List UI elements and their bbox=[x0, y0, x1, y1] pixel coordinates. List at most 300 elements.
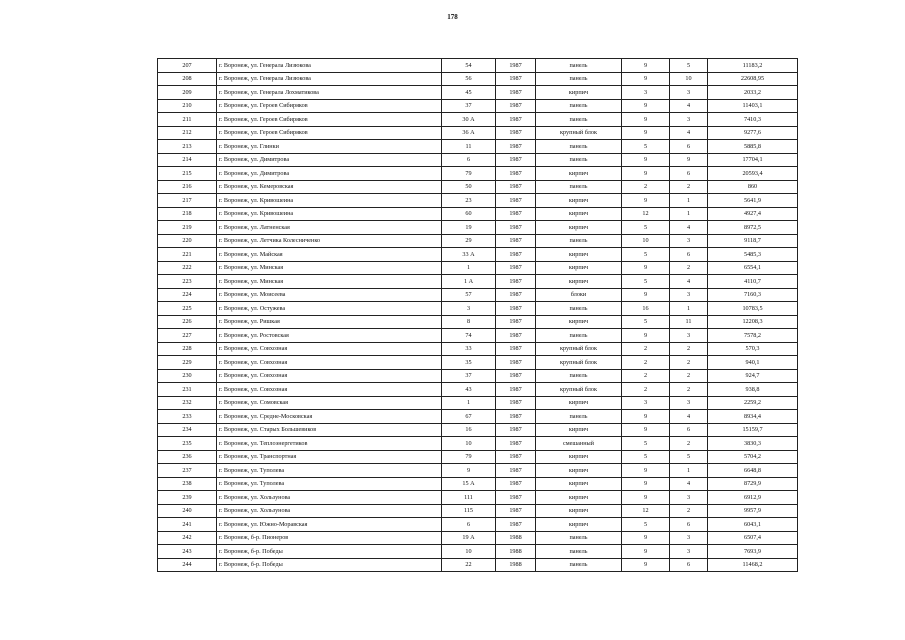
table-row bbox=[158, 315, 798, 329]
address-cell: г. Воронеж, ул. Совхозная bbox=[217, 383, 442, 397]
row-number-cell: 216 bbox=[158, 180, 217, 194]
address-cell: г. Воронеж, ул. Героев Сибиряков bbox=[217, 113, 442, 127]
house-number-cell: 45 bbox=[442, 86, 496, 100]
floors-cell: 5 bbox=[622, 275, 670, 289]
table-row bbox=[158, 167, 798, 181]
house-number-cell: 54 bbox=[442, 59, 496, 73]
floors-cell: 5 bbox=[622, 315, 670, 329]
area-cell: 4927,4 bbox=[708, 207, 798, 221]
area-cell: 940,1 bbox=[708, 356, 798, 370]
address-cell: г. Воронеж, ул. Хользунова bbox=[217, 491, 442, 505]
year-built-cell: 1987 bbox=[496, 194, 536, 208]
address-cell: г. Воронеж, ул. Кемеровская bbox=[217, 180, 442, 194]
year-built-cell: 1987 bbox=[496, 86, 536, 100]
row-number-cell: 213 bbox=[158, 140, 217, 154]
wall-material-cell: блоки bbox=[536, 288, 622, 302]
year-built-cell: 1987 bbox=[496, 369, 536, 383]
table-row bbox=[158, 545, 798, 559]
floors-cell: 9 bbox=[622, 423, 670, 437]
wall-material-cell: крупный блок bbox=[536, 383, 622, 397]
floors-cell: 9 bbox=[622, 329, 670, 343]
row-number-cell: 241 bbox=[158, 518, 217, 532]
year-built-cell: 1987 bbox=[496, 288, 536, 302]
house-number-cell: 6 bbox=[442, 153, 496, 167]
wall-material-cell: панель bbox=[536, 59, 622, 73]
table-row bbox=[158, 410, 798, 424]
house-number-cell: 3 bbox=[442, 302, 496, 316]
table-row bbox=[158, 113, 798, 127]
floors-cell: 2 bbox=[622, 180, 670, 194]
table-row bbox=[158, 153, 798, 167]
table-row bbox=[158, 180, 798, 194]
row-number-cell: 236 bbox=[158, 450, 217, 464]
year-built-cell: 1987 bbox=[496, 261, 536, 275]
year-built-cell: 1987 bbox=[496, 410, 536, 424]
year-built-cell: 1987 bbox=[496, 504, 536, 518]
entrances-cell: 2 bbox=[670, 504, 708, 518]
floors-cell: 3 bbox=[622, 86, 670, 100]
floors-cell: 12 bbox=[622, 207, 670, 221]
wall-material-cell: кирпич bbox=[536, 315, 622, 329]
year-built-cell: 1987 bbox=[496, 329, 536, 343]
area-cell: 11403,1 bbox=[708, 99, 798, 113]
house-number-cell: 19 bbox=[442, 221, 496, 235]
wall-material-cell: панель bbox=[536, 234, 622, 248]
address-cell: г. Воронеж, ул. Кривошеина bbox=[217, 207, 442, 221]
house-number-cell: 79 bbox=[442, 450, 496, 464]
floors-cell: 9 bbox=[622, 531, 670, 545]
row-number-cell: 217 bbox=[158, 194, 217, 208]
house-number-cell: 57 bbox=[442, 288, 496, 302]
house-number-cell: 37 bbox=[442, 369, 496, 383]
floors-cell: 9 bbox=[622, 126, 670, 140]
floors-cell: 5 bbox=[622, 140, 670, 154]
year-built-cell: 1987 bbox=[496, 248, 536, 262]
floors-cell: 12 bbox=[622, 504, 670, 518]
wall-material-cell: панель bbox=[536, 153, 622, 167]
year-built-cell: 1987 bbox=[496, 396, 536, 410]
table-row bbox=[158, 558, 798, 572]
house-number-cell: 23 bbox=[442, 194, 496, 208]
table-row bbox=[158, 504, 798, 518]
row-number-cell: 210 bbox=[158, 99, 217, 113]
area-cell: 20593,4 bbox=[708, 167, 798, 181]
table-row bbox=[158, 437, 798, 451]
floors-cell: 9 bbox=[622, 464, 670, 478]
house-number-cell: 36 А bbox=[442, 126, 496, 140]
entrances-cell: 4 bbox=[670, 221, 708, 235]
entrances-cell: 2 bbox=[670, 437, 708, 451]
table-row bbox=[158, 342, 798, 356]
area-cell: 9957,9 bbox=[708, 504, 798, 518]
table-row bbox=[158, 302, 798, 316]
table-row bbox=[158, 261, 798, 275]
year-built-cell: 1987 bbox=[496, 234, 536, 248]
address-cell: г. Воронеж, ул. Туполева bbox=[217, 464, 442, 478]
entrances-cell: 1 bbox=[670, 207, 708, 221]
house-number-cell: 33 bbox=[442, 342, 496, 356]
year-built-cell: 1987 bbox=[496, 275, 536, 289]
address-cell: г. Воронеж, ул. Глинки bbox=[217, 140, 442, 154]
year-built-cell: 1988 bbox=[496, 545, 536, 559]
address-cell: г. Воронеж, ул. Димитрова bbox=[217, 167, 442, 181]
wall-material-cell: панель bbox=[536, 410, 622, 424]
table-row bbox=[158, 194, 798, 208]
floors-cell: 9 bbox=[622, 194, 670, 208]
row-number-cell: 239 bbox=[158, 491, 217, 505]
wall-material-cell: кирпич bbox=[536, 396, 622, 410]
year-built-cell: 1987 bbox=[496, 423, 536, 437]
address-cell: г. Воронеж, б-р. Пионеров bbox=[217, 531, 442, 545]
wall-material-cell: кирпич bbox=[536, 518, 622, 532]
floors-cell: 2 bbox=[622, 356, 670, 370]
wall-material-cell: панель bbox=[536, 329, 622, 343]
floors-cell: 5 bbox=[622, 450, 670, 464]
year-built-cell: 1987 bbox=[496, 140, 536, 154]
wall-material-cell: кирпич bbox=[536, 275, 622, 289]
row-number-cell: 233 bbox=[158, 410, 217, 424]
address-cell: г. Воронеж, ул. Минская bbox=[217, 275, 442, 289]
wall-material-cell: панель bbox=[536, 302, 622, 316]
row-number-cell: 224 bbox=[158, 288, 217, 302]
row-number-cell: 234 bbox=[158, 423, 217, 437]
area-cell: 2259,2 bbox=[708, 396, 798, 410]
row-number-cell: 223 bbox=[158, 275, 217, 289]
wall-material-cell: панель bbox=[536, 369, 622, 383]
area-cell: 7693,9 bbox=[708, 545, 798, 559]
entrances-cell: 1 bbox=[670, 464, 708, 478]
address-cell: г. Воронеж, ул. Старых Большевиков bbox=[217, 423, 442, 437]
table-row bbox=[158, 369, 798, 383]
area-cell: 570,3 bbox=[708, 342, 798, 356]
wall-material-cell: кирпич bbox=[536, 491, 622, 505]
year-built-cell: 1987 bbox=[496, 342, 536, 356]
floors-cell: 5 bbox=[622, 221, 670, 235]
table-row bbox=[158, 126, 798, 140]
entrances-cell: 2 bbox=[670, 369, 708, 383]
address-cell: г. Воронеж, ул. Генерала Лизюкова bbox=[217, 72, 442, 86]
wall-material-cell: кирпич bbox=[536, 450, 622, 464]
table-row bbox=[158, 477, 798, 491]
address-cell: г. Воронеж, ул. Генерала Лохматикова bbox=[217, 86, 442, 100]
wall-material-cell: панель bbox=[536, 99, 622, 113]
table-row bbox=[158, 396, 798, 410]
year-built-cell: 1987 bbox=[496, 153, 536, 167]
wall-material-cell: кирпич bbox=[536, 261, 622, 275]
house-number-cell: 30 А bbox=[442, 113, 496, 127]
floors-cell: 2 bbox=[622, 342, 670, 356]
house-number-cell: 56 bbox=[442, 72, 496, 86]
entrances-cell: 3 bbox=[670, 86, 708, 100]
wall-material-cell: кирпич bbox=[536, 504, 622, 518]
row-number-cell: 235 bbox=[158, 437, 217, 451]
house-number-cell: 50 bbox=[442, 180, 496, 194]
floors-cell: 9 bbox=[622, 545, 670, 559]
wall-material-cell: панель bbox=[536, 140, 622, 154]
address-cell: г. Воронеж, ул. Совхозная bbox=[217, 356, 442, 370]
table-row bbox=[158, 531, 798, 545]
area-cell: 17704,1 bbox=[708, 153, 798, 167]
entrances-cell: 2 bbox=[670, 383, 708, 397]
address-cell: г. Воронеж, ул. Средне-Московская bbox=[217, 410, 442, 424]
floors-cell: 2 bbox=[622, 369, 670, 383]
wall-material-cell: крупный блок bbox=[536, 342, 622, 356]
year-built-cell: 1987 bbox=[496, 207, 536, 221]
entrances-cell: 9 bbox=[670, 153, 708, 167]
address-cell: г. Воронеж, ул. Латненская bbox=[217, 221, 442, 235]
entrances-cell: 6 bbox=[670, 140, 708, 154]
entrances-cell: 2 bbox=[670, 356, 708, 370]
entrances-cell: 6 bbox=[670, 248, 708, 262]
floors-cell: 9 bbox=[622, 410, 670, 424]
row-number-cell: 222 bbox=[158, 261, 217, 275]
house-number-cell: 111 bbox=[442, 491, 496, 505]
house-number-cell: 43 bbox=[442, 383, 496, 397]
year-built-cell: 1987 bbox=[496, 72, 536, 86]
table-row bbox=[158, 383, 798, 397]
entrances-cell: 1 bbox=[670, 302, 708, 316]
area-cell: 6043,1 bbox=[708, 518, 798, 532]
row-number-cell: 225 bbox=[158, 302, 217, 316]
entrances-cell: 3 bbox=[670, 545, 708, 559]
row-number-cell: 230 bbox=[158, 369, 217, 383]
table-row bbox=[158, 275, 798, 289]
entrances-cell: 3 bbox=[670, 531, 708, 545]
wall-material-cell: панель bbox=[536, 72, 622, 86]
row-number-cell: 226 bbox=[158, 315, 217, 329]
entrances-cell: 2 bbox=[670, 261, 708, 275]
floors-cell: 9 bbox=[622, 99, 670, 113]
row-number-cell: 229 bbox=[158, 356, 217, 370]
house-number-cell: 10 bbox=[442, 545, 496, 559]
year-built-cell: 1987 bbox=[496, 221, 536, 235]
area-cell: 6554,1 bbox=[708, 261, 798, 275]
wall-material-cell: кирпич bbox=[536, 207, 622, 221]
row-number-cell: 209 bbox=[158, 86, 217, 100]
year-built-cell: 1987 bbox=[496, 167, 536, 181]
floors-cell: 10 bbox=[622, 234, 670, 248]
area-cell: 9277,6 bbox=[708, 126, 798, 140]
floors-cell: 9 bbox=[622, 288, 670, 302]
row-number-cell: 242 bbox=[158, 531, 217, 545]
address-cell: г. Воронеж, ул. Димитрова bbox=[217, 153, 442, 167]
address-cell: г. Воронеж, ул. Летчика Колесниченко bbox=[217, 234, 442, 248]
row-number-cell: 220 bbox=[158, 234, 217, 248]
year-built-cell: 1987 bbox=[496, 302, 536, 316]
year-built-cell: 1987 bbox=[496, 437, 536, 451]
entrances-cell: 3 bbox=[670, 329, 708, 343]
address-cell: г. Воронеж, ул. Майская bbox=[217, 248, 442, 262]
area-cell: 938,8 bbox=[708, 383, 798, 397]
area-cell: 7578,2 bbox=[708, 329, 798, 343]
floors-cell: 3 bbox=[622, 396, 670, 410]
entrances-cell: 5 bbox=[670, 59, 708, 73]
floors-cell: 9 bbox=[622, 558, 670, 572]
row-number-cell: 244 bbox=[158, 558, 217, 572]
row-number-cell: 218 bbox=[158, 207, 217, 221]
wall-material-cell: кирпич bbox=[536, 464, 622, 478]
area-cell: 2033,2 bbox=[708, 86, 798, 100]
address-cell: г. Воронеж, ул. Остужева bbox=[217, 302, 442, 316]
entrances-cell: 6 bbox=[670, 167, 708, 181]
area-cell: 5704,2 bbox=[708, 450, 798, 464]
area-cell: 8729,9 bbox=[708, 477, 798, 491]
floors-cell: 9 bbox=[622, 261, 670, 275]
row-number-cell: 214 bbox=[158, 153, 217, 167]
house-number-cell: 67 bbox=[442, 410, 496, 424]
row-number-cell: 227 bbox=[158, 329, 217, 343]
entrances-cell: 3 bbox=[670, 113, 708, 127]
floors-cell: 9 bbox=[622, 477, 670, 491]
floors-cell: 9 bbox=[622, 113, 670, 127]
address-cell: г. Воронеж, ул. Южно-Моравская bbox=[217, 518, 442, 532]
address-cell: г. Воронеж, б-р. Победы bbox=[217, 545, 442, 559]
address-cell: г. Воронеж, ул. Героев Сибиряков bbox=[217, 126, 442, 140]
area-cell: 6912,9 bbox=[708, 491, 798, 505]
wall-material-cell: кирпич bbox=[536, 86, 622, 100]
area-cell: 15159,7 bbox=[708, 423, 798, 437]
row-number-cell: 207 bbox=[158, 59, 217, 73]
wall-material-cell: крупный блок bbox=[536, 126, 622, 140]
table-row bbox=[158, 221, 798, 235]
floors-cell: 5 bbox=[622, 437, 670, 451]
wall-material-cell: панель bbox=[536, 531, 622, 545]
table-row bbox=[158, 491, 798, 505]
table-row bbox=[158, 329, 798, 343]
year-built-cell: 1987 bbox=[496, 180, 536, 194]
house-number-cell: 1 bbox=[442, 396, 496, 410]
entrances-cell: 4 bbox=[670, 275, 708, 289]
wall-material-cell: кирпич bbox=[536, 423, 622, 437]
house-number-cell: 33 А bbox=[442, 248, 496, 262]
year-built-cell: 1987 bbox=[496, 383, 536, 397]
wall-material-cell: крупный блок bbox=[536, 356, 622, 370]
area-cell: 5885,8 bbox=[708, 140, 798, 154]
table-row bbox=[158, 59, 798, 73]
year-built-cell: 1988 bbox=[496, 558, 536, 572]
house-number-cell: 74 bbox=[442, 329, 496, 343]
address-cell: г. Воронеж, ул. Совхозная bbox=[217, 342, 442, 356]
entrances-cell: 1 bbox=[670, 194, 708, 208]
year-built-cell: 1987 bbox=[496, 477, 536, 491]
entrances-cell: 3 bbox=[670, 491, 708, 505]
floors-cell: 16 bbox=[622, 302, 670, 316]
entrances-cell: 4 bbox=[670, 410, 708, 424]
area-cell: 5641,9 bbox=[708, 194, 798, 208]
house-number-cell: 19 А bbox=[442, 531, 496, 545]
table-row bbox=[158, 450, 798, 464]
year-built-cell: 1987 bbox=[496, 450, 536, 464]
table-row bbox=[158, 288, 798, 302]
floors-cell: 9 bbox=[622, 167, 670, 181]
area-cell: 7160,3 bbox=[708, 288, 798, 302]
area-cell: 3830,3 bbox=[708, 437, 798, 451]
address-cell: г. Воронеж, б-р. Победы bbox=[217, 558, 442, 572]
address-cell: г. Воронеж, ул. Транспортная bbox=[217, 450, 442, 464]
row-number-cell: 237 bbox=[158, 464, 217, 478]
house-number-cell: 6 bbox=[442, 518, 496, 532]
address-cell: г. Воронеж, ул. Героев Сибиряков bbox=[217, 99, 442, 113]
row-number-cell: 243 bbox=[158, 545, 217, 559]
address-cell: г. Воронеж, ул. Совхозная bbox=[217, 369, 442, 383]
area-cell: 9118,7 bbox=[708, 234, 798, 248]
year-built-cell: 1988 bbox=[496, 531, 536, 545]
row-number-cell: 211 bbox=[158, 113, 217, 127]
row-number-cell: 215 bbox=[158, 167, 217, 181]
area-cell: 860 bbox=[708, 180, 798, 194]
address-cell: г. Воронеж, ул. Туполева bbox=[217, 477, 442, 491]
year-built-cell: 1987 bbox=[496, 356, 536, 370]
wall-material-cell: кирпич bbox=[536, 221, 622, 235]
year-built-cell: 1987 bbox=[496, 464, 536, 478]
year-built-cell: 1987 bbox=[496, 491, 536, 505]
area-cell: 12208,3 bbox=[708, 315, 798, 329]
table-row bbox=[158, 423, 798, 437]
entrances-cell: 3 bbox=[670, 288, 708, 302]
year-built-cell: 1987 bbox=[496, 518, 536, 532]
entrances-cell: 6 bbox=[670, 518, 708, 532]
entrances-cell: 4 bbox=[670, 126, 708, 140]
wall-material-cell: кирпич bbox=[536, 477, 622, 491]
entrances-cell: 10 bbox=[670, 72, 708, 86]
entrances-cell: 2 bbox=[670, 180, 708, 194]
house-number-cell: 16 bbox=[442, 423, 496, 437]
entrances-cell: 5 bbox=[670, 450, 708, 464]
address-cell: г. Воронеж, ул. Ришкая bbox=[217, 315, 442, 329]
area-cell: 22608,95 bbox=[708, 72, 798, 86]
area-cell: 7410,3 bbox=[708, 113, 798, 127]
address-cell: г. Воронеж, ул. Теплоэнергетиков bbox=[217, 437, 442, 451]
house-number-cell: 115 bbox=[442, 504, 496, 518]
row-number-cell: 219 bbox=[158, 221, 217, 235]
floors-cell: 9 bbox=[622, 59, 670, 73]
wall-material-cell: панель bbox=[536, 113, 622, 127]
row-number-cell: 208 bbox=[158, 72, 217, 86]
area-cell: 10783,5 bbox=[708, 302, 798, 316]
housing-registry-table bbox=[157, 58, 798, 572]
entrances-cell: 11 bbox=[670, 315, 708, 329]
table-row bbox=[158, 86, 798, 100]
house-number-cell: 1 bbox=[442, 261, 496, 275]
floors-cell: 2 bbox=[622, 383, 670, 397]
year-built-cell: 1987 bbox=[496, 59, 536, 73]
area-cell: 4110,7 bbox=[708, 275, 798, 289]
table-row bbox=[158, 248, 798, 262]
area-cell: 924,7 bbox=[708, 369, 798, 383]
table-row bbox=[158, 99, 798, 113]
row-number-cell: 221 bbox=[158, 248, 217, 262]
house-number-cell: 10 bbox=[442, 437, 496, 451]
house-number-cell: 15 А bbox=[442, 477, 496, 491]
wall-material-cell: панель bbox=[536, 545, 622, 559]
table-row bbox=[158, 72, 798, 86]
address-cell: г. Воронеж, ул. Сомовская bbox=[217, 396, 442, 410]
entrances-cell: 4 bbox=[670, 99, 708, 113]
area-cell: 6507,4 bbox=[708, 531, 798, 545]
wall-material-cell: панель bbox=[536, 558, 622, 572]
house-number-cell: 79 bbox=[442, 167, 496, 181]
wall-material-cell: кирпич bbox=[536, 248, 622, 262]
row-number-cell: 212 bbox=[158, 126, 217, 140]
row-number-cell: 240 bbox=[158, 504, 217, 518]
area-cell: 8972,5 bbox=[708, 221, 798, 235]
house-number-cell: 11 bbox=[442, 140, 496, 154]
row-number-cell: 228 bbox=[158, 342, 217, 356]
floors-cell: 5 bbox=[622, 248, 670, 262]
row-number-cell: 231 bbox=[158, 383, 217, 397]
year-built-cell: 1987 bbox=[496, 315, 536, 329]
entrances-cell: 3 bbox=[670, 396, 708, 410]
